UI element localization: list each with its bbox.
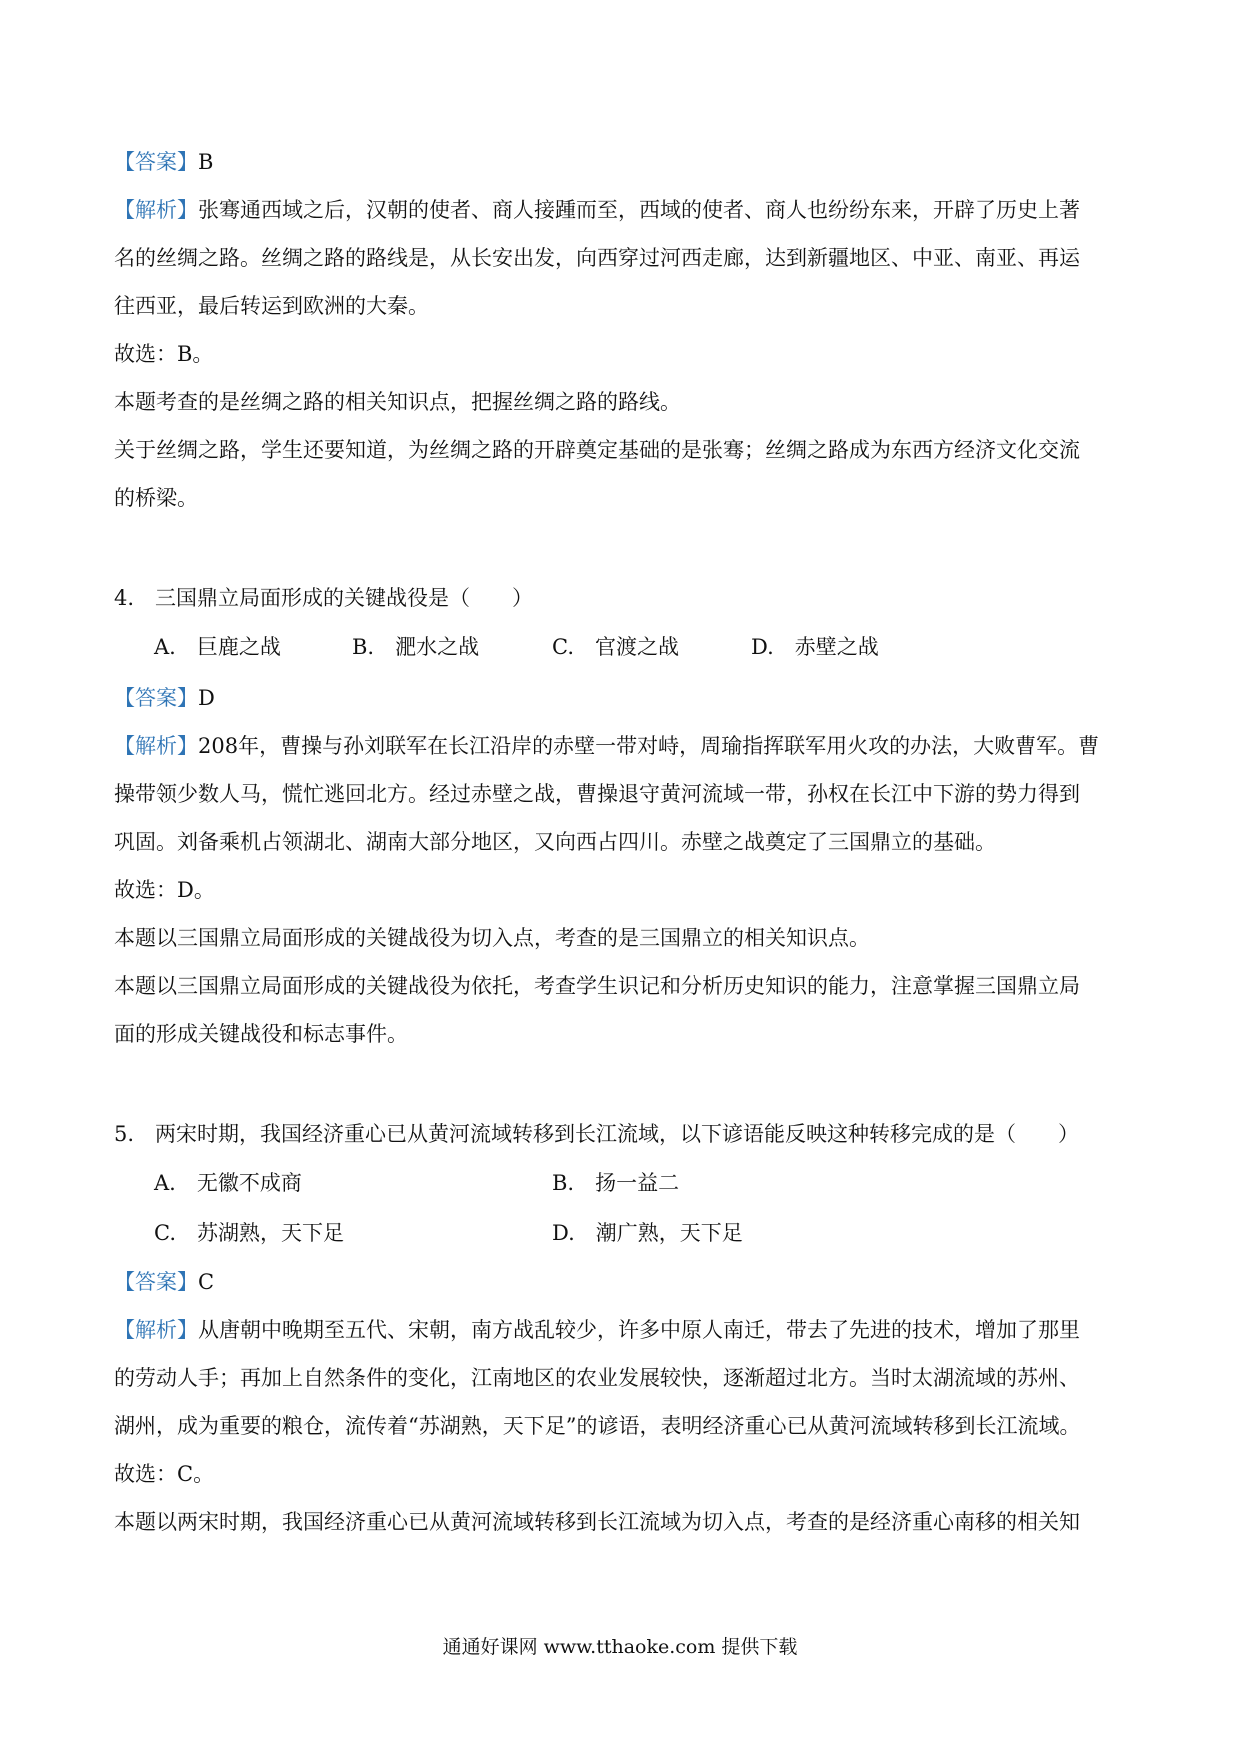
answer-value: B [198, 150, 214, 174]
q4-choice: 故选：D。 [114, 878, 215, 902]
q4-stem: 4. 三国鼎立局面形成的关键战役是（ ） [114, 586, 534, 610]
answer-value: C [198, 1270, 215, 1294]
q5-option-a: A. 无徽不成商 [154, 1171, 302, 1195]
q4-analysis-line-3: 巩固。刘备乘机占领湖北、湖南大部分地区，又向西占四川。赤壁之战奠定了三国鼎立的基础。 [114, 830, 996, 854]
q5-stem: 5. 两宋时期，我国经济重心已从黄河流域转移到长江流域，以下谚语能反映这种转移完成的是（ ） [114, 1122, 1080, 1146]
q3-answer [114, 148, 1134, 176]
analysis-tag: 【解析】 [114, 198, 198, 222]
q5-option-b: B. 扬一益二 [552, 1171, 680, 1195]
q4-note-2-line-2: 面的形成关键战役和标志事件。 [114, 1022, 408, 1046]
answer-value: D [198, 686, 215, 710]
analysis-text: 张骞通西域之后，汉朝的使者、商人接踵而至，西域的使者、商人也纷纷东来，开辟了历史上著 [198, 198, 1080, 222]
q5-note-1: 本题以两宋时期，我国经济重心已从黄河流域转移到长江流域为切入点，考查的是经济重心南移的相关知 [114, 1510, 1080, 1534]
q5-choice: 故选：C。 [114, 1462, 215, 1486]
q5-analysis-line-2: 的劳动人手；再加上自然条件的变化，江南地区的农业发展较快，逐渐超过北方。当时太湖流域的苏州、 [114, 1366, 1080, 1390]
q3-analysis-line-3: 往西亚，最后转运到欧洲的大秦。 [114, 294, 429, 318]
q5-option-d: D. 潮广熟，天下足 [552, 1221, 743, 1245]
answer-tag: 【答案】 [114, 686, 198, 710]
q4-option-d: D. 赤壁之战 [751, 635, 879, 659]
answer-tag: 【答案】 [114, 150, 198, 174]
q3-note-1: 本题考查的是丝绸之路的相关知识点，把握丝绸之路的路线。 [114, 390, 681, 414]
analysis-tag: 【解析】 [114, 734, 198, 758]
q3-note-2-line-2: 的桥梁。 [114, 486, 198, 510]
q3-analysis-line-2: 名的丝绸之路。丝绸之路的路线是，从长安出发，向西穿过河西走廊，达到新疆地区、中亚、南亚、再运 [114, 246, 1080, 270]
q4-analysis-line-1 [114, 732, 1134, 760]
q3-analysis-line-1 [114, 196, 1134, 224]
q4-note-2-line-1: 本题以三国鼎立局面形成的关键战役为依托，考查学生识记和分析历史知识的能力，注意掌握三国鼎立局 [114, 974, 1080, 998]
q5-analysis-line-3: 湖州，成为重要的粮仓，流传着“苏湖熟，天下足”的谚语，表明经济重心已从黄河流域转移到长江流域。 [114, 1414, 1081, 1438]
q4-option-b: B. 淝水之战 [352, 635, 480, 659]
analysis-text: 208年，曹操与孙刘联军在长江沿岸的赤壁一带对峙，周瑜指挥联军用火攻的办法，大败曹军。曹 [198, 734, 1100, 758]
q3-note-2-line-1: 关于丝绸之路，学生还要知道，为丝绸之路的开辟奠定基础的是张骞；丝绸之路成为东西方经济文化交流 [114, 438, 1080, 462]
page-footer: 通通好课网 www.tthaoke.com 提供下载 [442, 1636, 798, 1658]
q4-answer [114, 684, 1134, 712]
q4-note-1: 本题以三国鼎立局面形成的关键战役为切入点，考查的是三国鼎立的相关知识点。 [114, 926, 870, 950]
q5-option-c: C. 苏湖熟，天下足 [154, 1221, 344, 1245]
analysis-text: 从唐朝中晚期至五代、宋朝，南方战乱较少，许多中原人南迁，带去了先进的技术，增加了那里 [198, 1318, 1080, 1342]
q3-choice: 故选：B。 [114, 342, 214, 366]
q4-analysis-line-2: 操带领少数人马，慌忙逃回北方。经过赤壁之战，曹操退守黄河流域一带，孙权在长江中下游的势力得到 [114, 782, 1080, 806]
answer-tag: 【答案】 [114, 1270, 198, 1294]
q5-analysis-line-1 [114, 1316, 1134, 1344]
q4-option-c: C. 官渡之战 [552, 635, 679, 659]
q5-answer [114, 1268, 1134, 1296]
q4-option-a: A. 巨鹿之战 [154, 635, 281, 659]
analysis-tag: 【解析】 [114, 1318, 198, 1342]
